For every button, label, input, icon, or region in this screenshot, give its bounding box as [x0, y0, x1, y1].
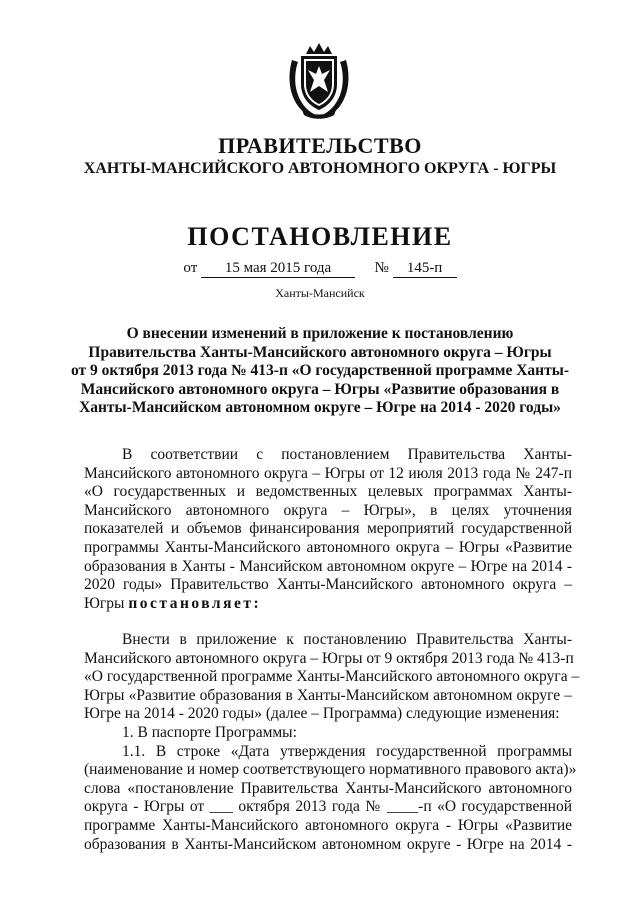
text-line: Югре на 2014 - 2020 годы» (далее – Программа) следующие изменения:: [84, 705, 560, 723]
text-line: (наименование и номер соответствующего нормативного правового акта)»: [84, 761, 577, 779]
text-line: 2020 годы» Правительство Ханты-Мансийского автономного округа –: [84, 576, 572, 594]
subject-line: от 9 октября 2013 года № 413-п «О государственной программе Ханты-: [71, 362, 569, 379]
text-line: [84, 595, 572, 614]
resolution-paragraph: [84, 631, 580, 854]
text-line: образования в Ханты-Мансийском автономном округе - Югре на 2014 -: [84, 835, 572, 853]
text-fragment: Югры: [84, 594, 125, 612]
subject-line: Ханты-Мансийском автономном округе – Югре на 2014 - 2020 годы»: [79, 399, 561, 416]
text-line: Югры «Развитие образования в Ханты-Мансийском автономном округе –: [84, 686, 572, 704]
coat-of-arms-icon: [286, 40, 352, 122]
text-line: программы Ханты-Мансийского автономного округа – Югры «Развитие: [84, 538, 572, 556]
text-line: «О государственных и ведомственных целевых программах Ханты-: [84, 483, 572, 501]
city-name: Ханты-Мансийск: [275, 286, 365, 300]
text-line: показателей и объемов финансирования мероприятий государственной: [84, 520, 572, 538]
date-prefix: от: [183, 260, 198, 276]
text-line: 1. В паспорте Программы:: [122, 723, 297, 741]
text-line: Внести в приложение к постановлению Правительства Ханты-: [122, 631, 572, 648]
region-title: ХАНТЫ-МАНСИЙСКОГО АВТОНОМНОГО ОКРУГА - ЮГРЫ: [83, 160, 557, 177]
text-line: программе Ханты-Мансийского автономного округа - Югры «Развитие: [84, 816, 572, 834]
document-number: 145-п: [393, 259, 457, 278]
text-line: округа - Югры от ___ октября 2013 года № ____-п «О государственной: [84, 798, 572, 816]
text-line: 1.1. В строке «Дата утверждения государственной программы: [122, 742, 572, 760]
text-line: Мансийского автономного округа – Югры от 12 июля 2013 года № 247-п: [84, 464, 572, 482]
subject-line: Мансийского автономного округа – Югры «Развитие образования в: [80, 380, 560, 398]
text-line: Мансийского автономного округа – Югры», в целях уточнения: [84, 501, 572, 519]
government-title: ПРАВИТЕЛЬСТВО: [218, 133, 422, 158]
date-line: [0, 259, 640, 278]
resolves-word: постановляет:: [128, 594, 262, 612]
text-line: Мансийского автономного округа – Югры от 9 октября 2013 года № 413-п: [84, 649, 574, 667]
text-line: В соответствии с постановлением Правительства Ханты-: [122, 446, 572, 463]
subject-line: О внесении изменений в приложение к постановлению: [126, 325, 514, 342]
text-line: «О государственной программе Ханты-Мансийского автономного округа –: [84, 668, 580, 686]
document-type: ПОСТАНОВЛЕНИЕ: [187, 222, 453, 251]
preamble-paragraph: [84, 446, 572, 613]
subject-line: Правительства Ханты-Мансийского автономного округа – Югры: [88, 343, 552, 361]
document-date: 15 мая 2015 года: [201, 259, 355, 278]
text-line: слова «постановление Правительства Ханты-Мансийского автономного: [84, 779, 572, 797]
document-subject: [60, 325, 580, 418]
number-sign: №: [374, 260, 389, 276]
text-line: образования в Ханты - Мансийском автономном округе – Югре на 2014 -: [84, 557, 572, 575]
